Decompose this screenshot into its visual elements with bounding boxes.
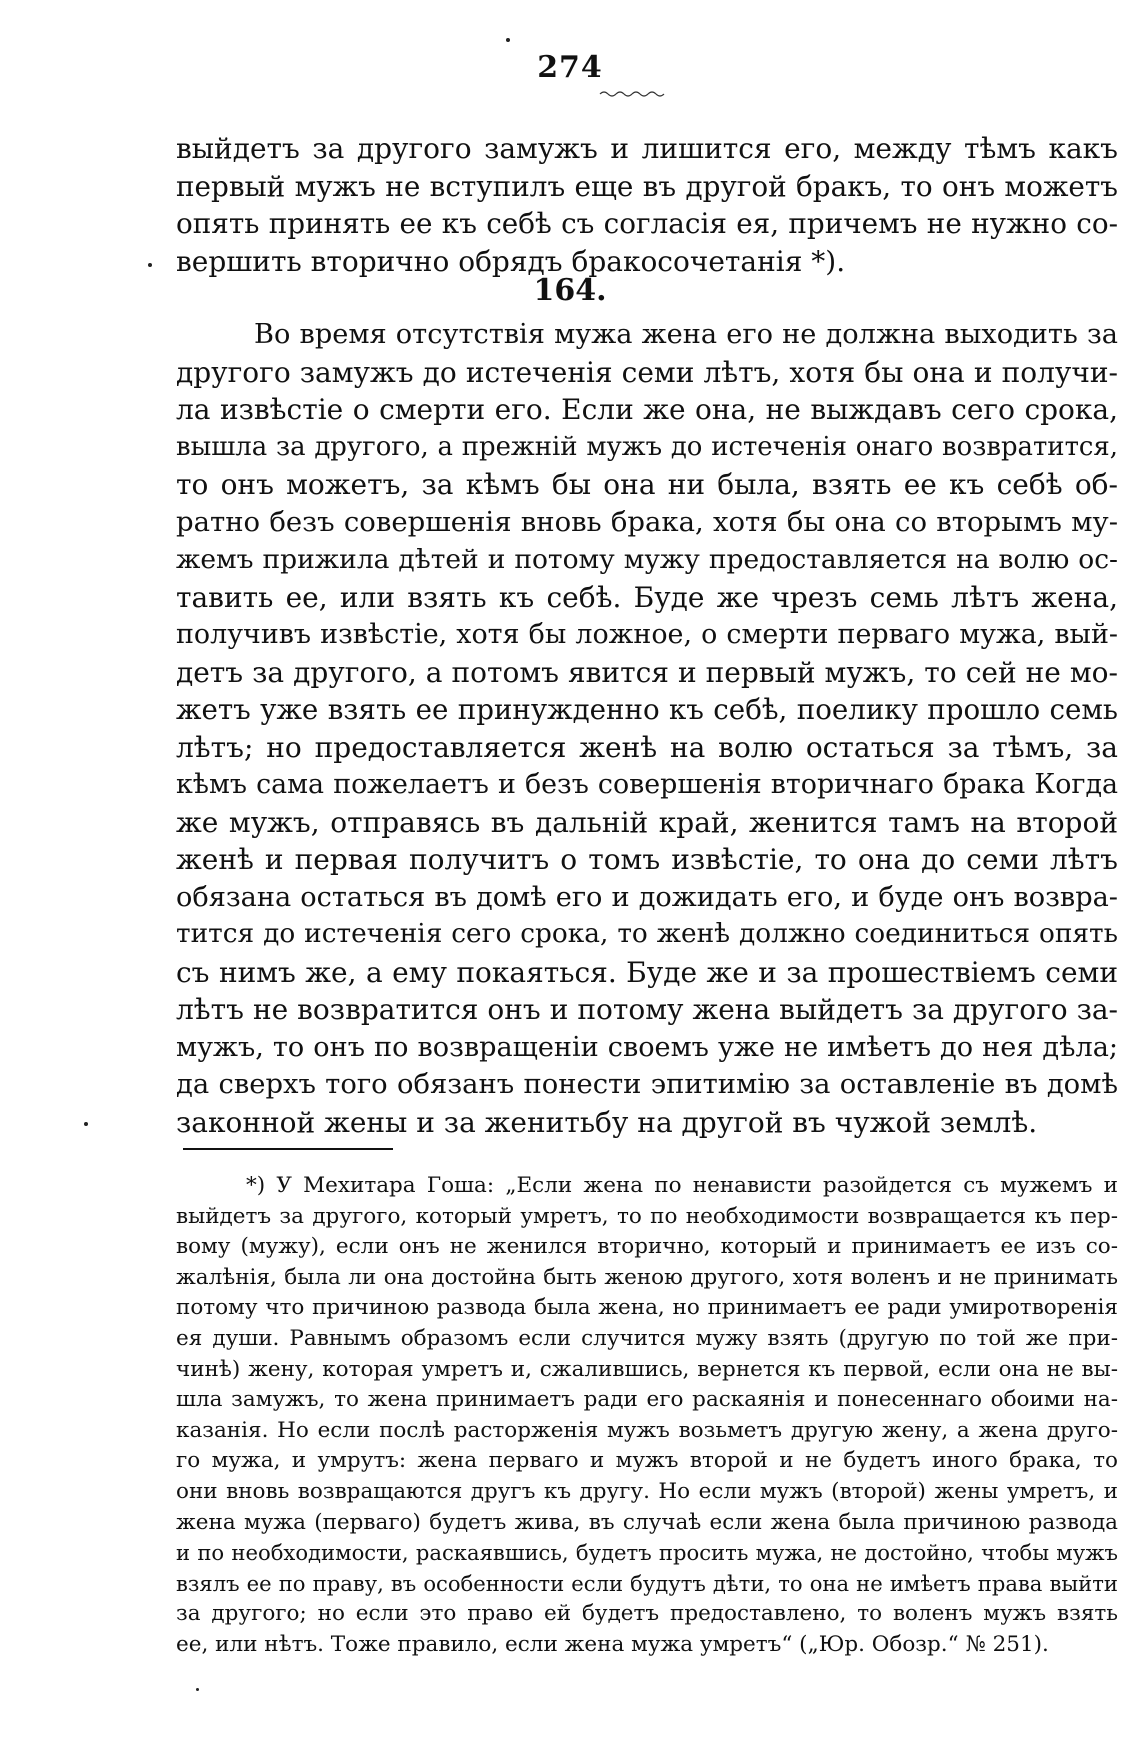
- text-line: вершить вторично обрядъ бракосочетанія *).: [176, 244, 846, 278]
- text-line: опять принять ее къ себѣ съ согласія ея, причемъ не нужно со-: [176, 207, 1118, 240]
- footnote-line: жалѣнія, была ли она достойна быть женою другого, хотя воленъ и не принимать: [176, 1264, 1118, 1290]
- text-line: ратно безъ совершенія вновь брака, хотя бы она со вторымъ му-: [176, 505, 1118, 538]
- footnote-line: они вновь возвращаются другъ къ другу. Но если мужъ (второй) жены умретъ, и: [176, 1478, 1118, 1504]
- paragraph-main: [176, 316, 1118, 1141]
- text-line: другого замужъ до истеченія семи лѣтъ, хотя бы она и получи-: [176, 355, 1118, 389]
- footnote-line: жена мужа (перваго) будетъ жива, въ случаѣ если жена была причиною развода: [176, 1509, 1118, 1535]
- text-line: да сверхъ того обязанъ понести эпитимію за оставленіе въ домѣ: [176, 1069, 1118, 1100]
- text-line: то онъ можетъ, за кѣмъ бы она ни была, взять ее къ себѣ об-: [176, 468, 1118, 501]
- footnote-line: взялъ ее по праву, въ особенности если будутъ дѣти, то она не имѣетъ права выйти: [176, 1570, 1118, 1596]
- page-number: 274: [537, 50, 603, 85]
- text-line: жемъ прижила дѣтей и потому мужу предоставляется на волю ос-: [176, 544, 1118, 575]
- footnote-line: за другого; но если это право ей будетъ предоставлено, то воленъ мужъ взять: [176, 1601, 1118, 1627]
- text-line: тавить ее, или взять къ себѣ. Буде же чрезъ семь лѣтъ жена,: [176, 580, 1118, 614]
- text-line: съ нимъ же, а ему покаяться. Буде же и за прошествіемъ семи: [176, 955, 1118, 989]
- text-line: детъ за другого, а потомъ явится и первый мужъ, то сей не мо-: [176, 655, 1118, 689]
- text-line: же мужъ, отправясь въ дальній край, женится тамъ на второй: [176, 805, 1118, 839]
- text-line: получивъ извѣстіе, хотя бы ложное, о смерти перваго мужа, вый-: [176, 619, 1118, 650]
- footnote-line: го мужа, и умрутъ: жена перваго и мужъ второй и не будетъ иного брака, то: [176, 1448, 1118, 1474]
- footnote-line: ея души. Равнымъ образомъ если случится мужу взять (другую по той же при-: [176, 1325, 1118, 1351]
- footnote-line: выйдетъ за другого, который умретъ, то по необходимости возвращается къ пер-: [176, 1203, 1118, 1229]
- footnote-divider: [183, 1148, 393, 1150]
- footnote: [176, 1171, 1118, 1661]
- text-line: лѣтъ не возвратится онъ и потому жена выйдетъ за другого за-: [176, 993, 1118, 1026]
- text-line: женѣ и первая получитъ о томъ извѣстіе, то она до семи лѣтъ: [176, 843, 1118, 876]
- footnote-line: и по необходимости, раскаявшись, будетъ просить мужа, не достойно, чтобы мужъ: [176, 1540, 1118, 1566]
- print-speck: [148, 263, 152, 267]
- footnote-line: чинѣ) жену, которая умретъ и, сжалившись, вернется къ первой, если она не вы-: [176, 1356, 1118, 1382]
- print-speck: [506, 38, 510, 42]
- footnote-line: потому что причиною развода была жена, но принимаетъ ее ради умиротворенія: [176, 1295, 1118, 1321]
- text-line: обязана остаться въ домѣ его и дожидать его, и буде онъ возвра-: [176, 881, 1118, 913]
- text-line: первый мужъ не вступилъ еще въ другой бракъ, то онъ можетъ: [176, 169, 1118, 203]
- text-line: законной жены и за женитьбу на другой въ чужой землѣ.: [176, 1105, 1038, 1139]
- print-speck: [84, 1122, 88, 1126]
- text-line: кѣмъ сама пожелаетъ и безъ совершенія вторичнаго брака Когда: [176, 769, 1118, 800]
- footnote-line: *) У Мехитара Гоша: „Если жена по ненависти разойдется съ мужемъ и: [246, 1173, 1118, 1198]
- text-line: ла извѣстіе о смерти его. Если же она, не выждавъ сего срока,: [176, 393, 1118, 426]
- text-line: выйдетъ за другого замужъ и лишится его, между тѣмъ какъ: [176, 132, 1118, 165]
- footnote-line: шла замужъ, то жена принимаетъ ради его раскаянія и понесеннаго обоими на-: [176, 1387, 1118, 1413]
- print-speck: [196, 1688, 199, 1691]
- section-number: 164.: [533, 273, 607, 308]
- text-line: вышла за другого, а прежній мужъ до истеченія онаго возвратится,: [176, 431, 1118, 462]
- footnote-line: казанія. Но если послѣ расторженія мужъ возьметъ другую жену, а жена друго-: [176, 1417, 1118, 1443]
- page-number-ornament: [598, 90, 668, 98]
- text-line: лѣтъ; но предоставляется женѣ на волю остаться за тѣмъ, за: [176, 730, 1118, 764]
- footnote-line: ее, или нѣтъ. Тоже правило, если жена мужа умретъ“ („Юр. Обозр.“ № 251).: [176, 1631, 1049, 1657]
- footnote-line: вому (мужу), если онъ не женился вторично, который и принимаетъ ее изъ со-: [176, 1234, 1118, 1260]
- text-line: жетъ уже взять ее принужденно къ себѣ, поелику прошло семь: [176, 693, 1118, 726]
- text-line: тится до истеченія сего срока, то женѣ должно соединиться опять: [176, 919, 1118, 949]
- text-line: мужъ, то онъ по возвращеніи своемъ уже не имѣетъ до нея дѣла;: [176, 1031, 1118, 1063]
- text-line: Во время отсутствія мужа жена его не должна выходить за: [254, 319, 1118, 350]
- paragraph-continuation: [176, 130, 1118, 280]
